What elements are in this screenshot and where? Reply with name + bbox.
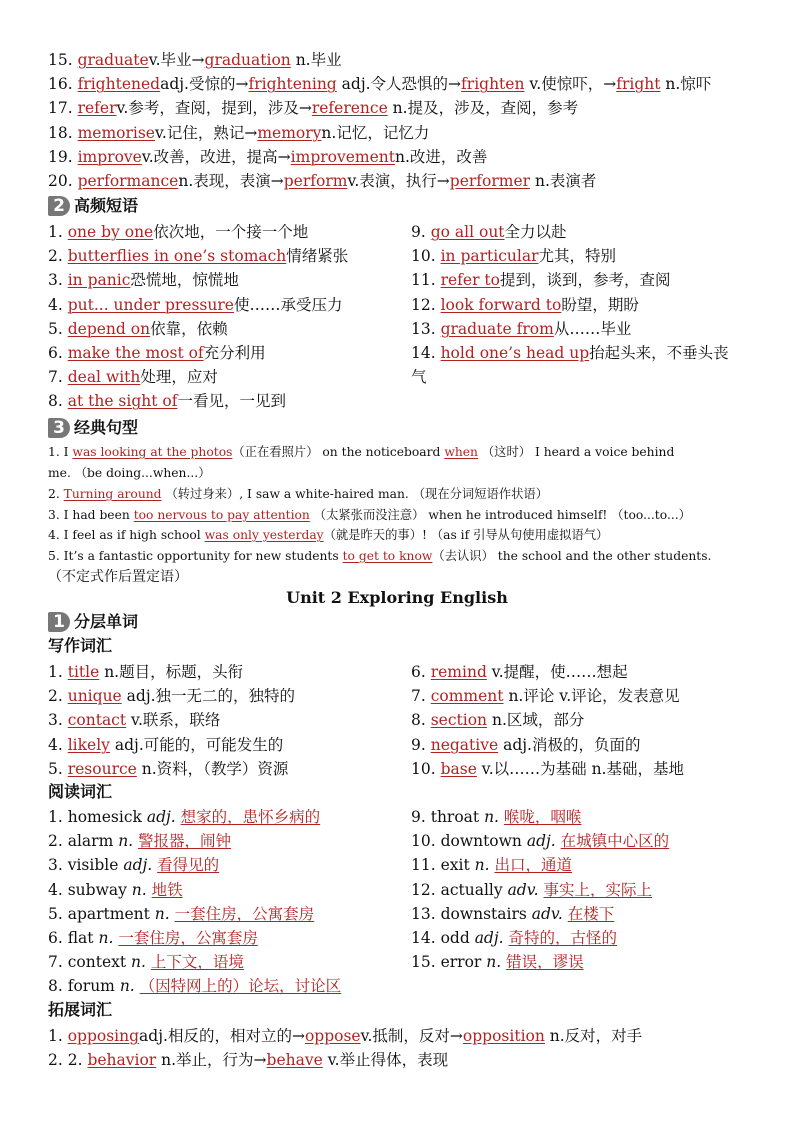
definition-text: n.记忆，记忆力 [321,123,430,142]
item-number: 3. [48,711,68,730]
item-number: 7. [411,687,431,706]
answer-phrase: go all out [430,223,505,241]
definition-text: v.毕业→ [148,51,205,69]
word-family-item [48,73,711,95]
subheading-expand: 拓展词汇 [48,1000,113,1019]
part-of-speech: n. [118,832,139,851]
vocab-word: subway [67,880,132,899]
phrase-meaning: 盼望，期盼 [561,295,639,314]
answer-meaning: 事实上，实际上 [543,880,653,899]
item-number: 2. [48,247,68,266]
reading-word-item [411,903,614,925]
answer-meaning: 一套住房，公寓套房 [174,904,315,923]
answer-meaning: 一套住房，公寓套房 [118,929,258,947]
item-number: 1. [48,663,68,681]
sentence-text: （就是昨天的事）! （as if 引导从句使用虚拟语气） [323,528,609,542]
answer-word: refer [77,99,117,118]
answer-phrase: in panic [67,271,131,290]
answer-meaning: 在城镇中心区的 [560,832,670,851]
answer-word: unique [67,687,122,706]
item-number: 10. [411,247,441,266]
answer-phrase: Turning around [63,487,162,501]
phrase-meaning: 提到，谈到，参考，查阅 [499,271,671,290]
item-number: 20. [48,172,78,190]
item-number: 4. [48,880,68,899]
answer-meaning: 上下文，语境 [150,953,244,972]
reading-word-item [411,927,617,949]
phrase-meaning: 使……承受压力 [233,295,343,314]
phrase-item [48,318,228,340]
item-number: 9. [411,735,431,754]
definition-text: v.记住，熟记→ [154,123,258,142]
item-number: 2. [48,832,68,851]
definition-text: adj.受惊的→ [160,75,249,94]
part-of-speech: adj. [526,832,561,851]
item-number: 11. [411,856,441,875]
phrase-meaning: 一看见，一见到 [177,392,286,411]
answer-word: behave [266,1051,323,1070]
item-number: 9. [411,808,431,826]
sentence-text: （正在看照片） on the noticeboard [232,445,445,459]
sentence-line [48,505,691,525]
item-number: 7. [48,953,68,972]
phrase-meaning: 依次地，一个接一个地 [153,223,309,241]
definition-text: v.使惊吓，→ [524,75,617,94]
answer-phrase: depend on [67,319,151,338]
definition-text: n.举止，行为→ [156,1051,267,1070]
reading-word-item [48,975,341,997]
answer-phrase: one by one [67,223,154,241]
definition-text: adj.可能的，可能发生的 [109,735,284,754]
item-number: 6. [411,663,431,681]
answer-word: graduate [77,51,149,69]
answer-meaning: 奇特的，古怪的 [508,929,618,947]
part-of-speech: n. [484,808,504,826]
answer-phrase: at the sight of [67,392,178,411]
answer-word: section [430,711,488,730]
item-number: 15. [411,953,441,972]
answer-word: behavior [87,1051,157,1070]
answer-word: oppose [304,1027,361,1045]
part-of-speech: n. [486,953,507,972]
subheading-reading: 阅读词汇 [48,782,113,801]
definition-text: adj.令人恐惧的→ [336,75,462,94]
item-number: 5. [48,904,68,923]
definition-text: adj.独一无二的，独特的 [121,687,296,706]
phrase-item [48,342,266,364]
writing-word-item [48,734,283,756]
item-number: 5. [48,319,68,338]
writing-word-item [411,734,640,756]
answer-meaning: 警报器，闹钟 [138,832,232,851]
sentence-text: （去认识） the school and the other students. [432,549,712,563]
definition-text: n.表现，表演→ [178,172,284,190]
writing-word-item [411,709,584,731]
writing-word-item [48,758,288,780]
answer-word: remind [430,663,487,681]
definition-text: v.联系，联络 [126,711,221,730]
part-of-speech: n. [98,929,119,947]
part-of-speech: n. [154,904,175,923]
definition-text: n.反对，对手 [544,1027,643,1045]
definition-text: n.资料，（教学）资源 [136,759,289,778]
item-number: 8. [411,711,431,730]
phrase-item [48,294,342,316]
answer-word: frightened [77,75,161,94]
answer-phrase: when [444,445,478,459]
definition-text: v.举止得体，表现 [322,1051,449,1070]
phrase-item [48,390,286,412]
answer-phrase: make the most of [67,344,204,362]
item-number: 12. [411,880,441,899]
definition-text: n.毕业 [290,51,342,69]
answer-word: fright [616,75,661,94]
phrase-item [48,245,348,267]
section-title: 高频短语 [74,196,139,215]
part-of-speech: adv. [507,880,544,899]
phrase-meaning: 气 [411,368,427,387]
reading-word-item [48,903,314,925]
definition-text: v.以……为基础 n.基础，基地 [476,759,684,778]
vocab-word: throat [430,808,485,826]
phrase-item [411,269,670,291]
sentence-line [48,546,711,566]
part-of-speech: n. [119,977,140,996]
phrase-meaning: 从……毕业 [553,319,632,338]
item-number: 18. [48,123,78,142]
item-number: 1. [48,223,68,241]
reading-word-item [48,879,183,901]
answer-phrase: butterflies in one’s stomach [67,247,287,266]
item-number: 17. [48,99,78,118]
subheading-writing: 写作词汇 [48,636,113,655]
phrase-meaning: 依靠，依赖 [150,319,228,338]
sentence-text: 4. I feel as if high school [48,528,205,542]
item-number: 5. [48,759,68,778]
word-family-item [48,146,487,168]
item-number: 9. [411,223,431,241]
part-of-speech: adj. [146,808,181,826]
item-number: 16. [48,75,78,94]
phrase-meaning: 情绪紧张 [286,247,349,266]
phrase-item [48,269,239,291]
item-number: 6. [48,344,68,362]
definition-text: v.提醒，使……想起 [486,663,628,681]
answer-word: opposing [67,1027,140,1045]
vocab-word: homesick [67,808,147,826]
answer-meaning: 想家的，患怀乡病的 [180,808,321,826]
answer-phrase: to get to know [342,549,433,563]
section-title: 经典句型 [74,418,139,437]
section-header-phrases [48,195,138,217]
answer-word: improvement [290,147,396,166]
sentence-text: me. （be doing...when...） [48,466,211,480]
sentence-text: 2. [48,487,64,501]
word-family-item [48,170,596,192]
answer-word: memorise [77,123,155,142]
answer-meaning: 看得见的 [157,856,220,875]
definition-text: n.惊吓 [660,75,712,94]
sentence-text: 3. I had been [48,508,134,522]
sentence-text: （不定式作后置定语） [48,569,188,585]
answer-phrase: was only yesterday [204,528,324,542]
reading-word-item [48,854,219,876]
part-of-speech: adj. [123,856,158,875]
answer-word: likely [67,735,110,754]
vocab-word: visible [67,856,124,875]
expand-word-item [48,1049,448,1071]
answer-meaning: 错误，谬误 [506,953,584,972]
item-number: 2. [48,687,68,706]
answer-phrase: too nervous to pay attention [133,508,310,522]
item-number: 14. [411,344,441,362]
vocab-word: alarm [67,832,119,851]
item-number: 4. [48,735,68,754]
answer-word: performer [449,172,531,190]
vocab-word: downtown [440,832,527,851]
reading-word-item [48,951,244,973]
answer-phrase: look forward to [440,295,562,314]
definition-text: n.改进，改善 [395,147,488,166]
sentence-line [48,484,548,504]
sentence-text: （转过身来）, I saw a white-haired man. （现在分词短语作状语） [161,487,549,501]
answer-word: performance [77,172,179,190]
writing-word-item [411,685,680,707]
item-number: 2. 2. [48,1051,88,1070]
word-family-item [48,49,342,71]
phrase-item [411,245,616,267]
part-of-speech: adj. [474,929,509,947]
vocab-word: downstairs [440,904,532,923]
definition-text: n.表演者 [530,172,597,190]
writing-word-item [411,758,684,780]
phrase-item [411,342,729,364]
vocab-word: apartment [67,904,155,923]
phrase-meaning: 抬起头来，不垂头丧 [589,344,729,362]
answer-word: negative [430,735,499,754]
item-number: 13. [411,319,441,338]
answer-word: frightening [248,75,337,94]
answer-meaning: （因特网上的）论坛，讨论区 [139,977,342,996]
section-title: 分层单词 [74,612,139,631]
vocab-word: forum [67,977,120,996]
sentence-line [48,463,211,483]
item-number: 13. [411,904,441,923]
item-number: 10. [411,832,441,851]
vocab-word: exit [440,856,475,875]
item-number: 6. [48,929,68,947]
answer-word: title [67,663,100,681]
answer-meaning: 喉咙，咽喉 [503,808,582,826]
definition-text: n.题目，标题，头衔 [99,663,244,681]
item-number: 15. [48,51,78,69]
item-number: 3. [48,271,68,290]
phrase-meaning: 尤其，特别 [538,247,616,266]
answer-word: frighten [461,75,525,94]
phrase-item [411,294,639,316]
part-of-speech: n. [474,856,495,875]
answer-word: base [440,759,477,778]
item-number: 11. [411,271,441,290]
answer-word: contact [67,711,127,730]
reading-word-item [48,927,258,949]
answer-phrase: was looking at the photos [72,445,233,459]
section-header-words [48,611,138,633]
part-of-speech: n. [131,953,151,972]
answer-word: improve [77,147,142,166]
item-number: 3. [48,856,68,875]
section-number-badge: 3 [48,418,70,438]
part-of-speech: adv. [531,904,568,923]
item-number: 8. [48,392,68,411]
answer-word: perform [283,172,348,190]
answer-phrase: deal with [67,368,141,387]
item-number: 10. [411,759,441,778]
word-family-item [48,97,578,119]
definition-text: v.抵制，反对→ [360,1027,463,1045]
definition-text: v.参考，查阅，提到，涉及→ [116,99,312,118]
writing-word-item [48,709,220,731]
answer-phrase: put... under pressure [67,295,234,314]
phrase-item [411,366,427,388]
section-number-badge: 1 [48,612,70,632]
vocab-word: error [440,953,487,972]
writing-word-item [48,685,295,707]
definition-text: v.表演，执行→ [347,172,450,190]
reading-word-item [411,830,669,852]
item-number: 7. [48,368,68,387]
item-number: 14. [411,929,441,947]
sentence-line [48,442,674,462]
definition-text: adj.相反的，相对立的→ [139,1027,305,1045]
phrase-item [411,221,567,243]
item-number: 12. [411,295,441,314]
phrase-meaning: 充分利用 [203,344,266,362]
item-number: 19. [48,147,78,166]
definition-text: v.改善，改进，提高→ [141,147,291,166]
definition-text: n.区域，部分 [487,711,585,730]
answer-meaning: 出口，通道 [494,856,572,875]
section-header-sentences [48,417,138,439]
item-number: 8. [48,977,68,996]
sentence-line [48,525,608,545]
item-number: 1. [48,808,68,826]
sentence-text: （太紧张而没注意） when he introduced himself! （too...to...） [309,508,691,522]
unit-title: Unit 2 Exploring English [286,588,508,607]
definition-text: n.评论 v.评论，发表意见 [503,687,680,706]
sentence-line [48,567,188,587]
reading-word-item [48,830,231,852]
sentence-text: 1. I [48,445,73,459]
section-number-badge: 2 [48,196,70,216]
vocab-word: actually [440,880,508,899]
answer-meaning: 地铁 [151,880,183,899]
item-number: 1. [48,1027,68,1045]
phrase-item [411,318,631,340]
phrase-meaning: 处理，应对 [140,368,218,387]
reading-word-item [411,879,652,901]
item-number: 4. [48,295,68,314]
answer-word: resource [67,759,137,778]
writing-word-item [411,661,628,683]
definition-text: n.提及，涉及，查阅，参考 [387,99,579,118]
answer-word: opposition [462,1027,545,1045]
phrase-meaning: 恐慌地，惊慌地 [130,271,239,290]
word-family-item [48,122,429,144]
phrase-item [48,366,218,388]
definition-text: adj.消极的，负面的 [498,735,641,754]
vocab-word: flat [67,929,99,947]
answer-phrase: graduate from [440,319,554,338]
expand-word-item [48,1025,642,1047]
answer-word: comment [430,687,504,706]
vocab-word: context [67,953,132,972]
phrase-item [48,221,308,243]
answer-word: reference [311,99,388,118]
reading-word-item [48,806,320,828]
part-of-speech: n. [131,880,152,899]
answer-word: graduation [204,51,291,69]
answer-meaning: 在楼下 [567,904,615,923]
vocab-word: odd [440,929,475,947]
answer-phrase: in particular [440,247,539,266]
reading-word-item [411,806,581,828]
reading-word-item [411,951,584,973]
reading-word-item [411,854,572,876]
answer-phrase: hold one’s head up [440,344,590,362]
sentence-text: 5. It’s a fantastic opportunity for new students [48,549,343,563]
writing-word-item [48,661,243,683]
answer-word: memory [257,123,322,142]
sentence-text: （这时） I heard a voice behind [477,445,675,459]
answer-phrase: refer to [440,271,500,290]
phrase-meaning: 全力以赴 [504,223,567,241]
